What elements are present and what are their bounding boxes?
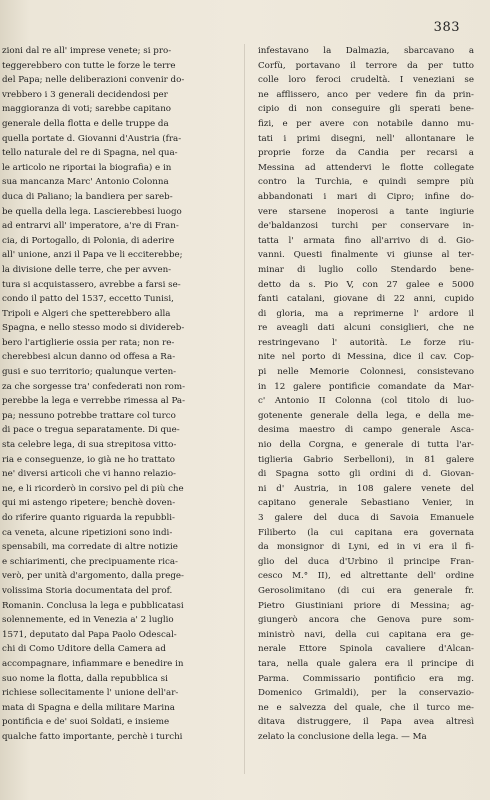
text-line: Tripoli e Algeri che spetterebbero alla — [2, 308, 171, 319]
text-line: ministrò navi, della cui capitana era ge- — [258, 629, 474, 640]
text-line: suo nome la flotta, dalla repubblica si — [2, 673, 168, 684]
text-line: ne e salvezza del quale, che il turco me- — [258, 702, 474, 713]
text-line: la divisione delle terre, che per avven- — [2, 264, 172, 275]
text-line: di gloria, ma a reprimerne l' ardore il — [258, 308, 474, 319]
text-line: sua mancanza Marc' Antonio Colonna — [2, 177, 169, 188]
text-line: Domenico Grimaldi), per la conservazio- — [258, 688, 474, 699]
text-line: verò, per unità d'argomento, dalla prege- — [2, 571, 184, 582]
text-line: pontificia e de' suoi Soldati, e insieme — [2, 717, 170, 728]
text-line: bero l'artiglierie ossia per rata; non re- — [2, 337, 175, 348]
text-line: Romanin. Conclusa la lega e pubblicatasi — [2, 600, 184, 611]
text-line: pa; nessuno potrebbe trattare col turco — [2, 410, 176, 421]
text-line: restringevano l' autorità. Le forze riu- — [258, 337, 474, 348]
text-line: Gerosolimitano (di cui era generale fr. — [258, 585, 474, 596]
text-line: re aveagli dati alcuni consiglieri, che ne — [258, 323, 474, 334]
text-line: di pace o tregua separatamente. Di que- — [2, 425, 180, 436]
text-line: chi di Como Uditore della Camera ad — [2, 644, 166, 655]
text-line: tati i primi disegni, nell' allontanare le — [258, 133, 474, 144]
text-line: spensabili, ma corredate di altre notizie — [2, 542, 178, 553]
text-line: detto da s. Pio V, con 27 galee e 5000 — [258, 279, 474, 290]
text-line: de'baldanzosi turchi per conservare in- — [258, 221, 474, 232]
text-line: Messina ad attendervi le flotte collegate — [258, 162, 474, 173]
text-line: fanti catalani, giovane di 22 anni, cupido — [258, 294, 474, 305]
text-line: 1571, deputato dal Papa Paolo Odescal- — [2, 629, 177, 640]
text-line: cia, di Portogallo, di Polonia, di aderire — [2, 235, 175, 246]
column-gutter — [244, 44, 245, 774]
text-line: gusi e suo territorio; qualunque verten- — [2, 367, 177, 378]
text-line: condo il patto del 1537, eccetto Tunisi, — [2, 294, 174, 305]
text-line: zioni dal re all' imprese venete; si pro- — [2, 46, 172, 56]
text-line: duca di Paliano; la bandiera per sareb- — [2, 191, 173, 202]
text-line: giungerò ancora che Genova pure som- — [258, 615, 474, 626]
text-line: tara, nella quale galera era il principe di — [258, 658, 474, 669]
text-line: quella portate d. Giovanni d'Austria (fra- — [2, 133, 182, 144]
text-line: teggerebbero con tutte le forze le terre — [2, 60, 176, 71]
text-line: infestavano la Dalmazia, sbarcavano a — [258, 46, 474, 56]
text-line: gotenente generale della lega, e della me- — [258, 410, 474, 421]
text-line: tiglieria Gabrio Serbelloni), in 81 galere — [258, 454, 474, 465]
text-line: glio del duca d'Urbino il principe Fran- — [258, 556, 474, 567]
text-line: cherebbesi alcun danno od offesa a Ra- — [2, 352, 176, 363]
text-line: mata di Spagna e della militare Marina — [2, 702, 175, 713]
text-line: colle loro feroci crudeltà. I veneziani se — [258, 75, 474, 86]
text-line: desima maestro di campo generale Asca- — [258, 425, 474, 436]
text-line: nite nel porto di Messina, dice il cav. Cop- — [258, 352, 474, 363]
text-line: in 12 galere pontificie comandate da Mar- — [258, 381, 474, 392]
text-line: qui mi astengo ripetere; benchè doven- — [2, 498, 176, 509]
text-line: pi nelle Memorie Colonnesi, consistevano — [258, 367, 474, 378]
text-line: vrebbero i 3 generali decidendosi per — [2, 89, 168, 100]
text-line: Spagna, e nello stesso modo si dividereb- — [2, 323, 185, 334]
text-line: volissima Storia documentata del prof. — [2, 585, 173, 596]
text-line: cipio di non conseguire gli sperati bene- — [258, 104, 474, 115]
text-line: ne afflissero, anco per vedere fin da prin- — [258, 89, 474, 100]
text-line: ditava distruggere, il Papa avea altresì — [258, 717, 474, 728]
text-line: da monsignor di Lyni, ed in vi era il fi- — [258, 542, 474, 553]
text-line: tura si acquistassero, avrebbe a farsi se- — [2, 279, 181, 290]
text-line: e schiarimenti, che precipuamente rica- — [2, 556, 178, 567]
text-line: accompagnare, infiammare e benedire in — [2, 658, 184, 669]
text-line: nio della Corgna, e generale di tutta l'ar- — [258, 440, 474, 451]
text-line: 3 galere del duca di Savoia Emanuele — [258, 513, 474, 523]
text-line: ne' diversi articoli che vi hanno relazio- — [2, 469, 176, 480]
text-line: do riferire quanto riguarda la repubbli- — [2, 513, 175, 523]
text-line: di Spagna sotto gli ordini di d. Giovan- — [258, 469, 474, 480]
text-line: c' Antonio II Colonna (col titolo di luo- — [258, 396, 474, 407]
text-line: all' unione, anzi il Papa ve li ecciterebbe; — [2, 250, 183, 261]
text-line: ne, e li ricorderò in corsivo pel di più che — [2, 483, 184, 494]
text-line: le articolo ne riportai la biografia) e in — [2, 162, 172, 173]
text-line: solennemente, ed in Venezia a' 2 luglio — [2, 615, 174, 626]
text-line: richiese sollecitamente l' unione dell'ar- — [2, 688, 179, 699]
text-line: be quella della lega. Lascierebbesi luogo — [2, 206, 182, 217]
text-line: vanni. Questi finalmente vi giunse al ter- — [258, 250, 474, 261]
text-line: ria e conseguenze, io già ne ho trattato — [2, 454, 176, 465]
text-line: Filiberto (la cui capitana era governata — [258, 527, 474, 538]
text-line: generale della flotta e delle truppe da — [2, 118, 169, 129]
text-line: ca veneta, alcune ripetizioni sono indi- — [2, 527, 173, 538]
left-text-column — [2, 44, 234, 745]
text-line: sta celebre lega, di sua strepitosa vitto- — [2, 440, 177, 451]
text-line: fizi, e per avere con notabile danno mu- — [258, 118, 474, 129]
text-line: proprie forze da Candia per recarsi a — [258, 148, 474, 159]
text-line: del Papa; nelle deliberazioni convenir do- — [2, 75, 185, 86]
text-line: ni d' Austria, in 108 galere venete del — [258, 483, 474, 494]
text-line: Corfù, portavano il terrore da per tutto — [258, 60, 474, 71]
text-line: qualche fatto importante, perchè i turchi — [2, 731, 183, 742]
text-line: nerale Ettore Spinola cavaliere d'Alcan- — [258, 644, 474, 655]
text-line: contro la Turchia, e quindi sempre più — [258, 177, 474, 188]
right-text-column — [258, 44, 474, 745]
text-line: vere starsene inoperosi a tante ingiurie — [258, 206, 474, 217]
text-line: tello naturale del re di Spagna, nel qua- — [2, 148, 178, 159]
text-line: cesco M.° II), ed altrettante dell' ordine — [258, 571, 474, 582]
text-line: ad entrarvi all' imperatore, a're di Fran- — [2, 221, 179, 232]
text-line: tatta l' armata fino all'arrivo di d. Gio- — [258, 235, 474, 246]
text-line: minar di luglio collo Stendardo bene- — [258, 264, 474, 275]
text-line: Parma. Commissario pontificio era mg. — [258, 673, 474, 684]
text-line: Pietro Giustiniani priore di Messina; ag- — [258, 600, 474, 611]
text-line: maggioranza di voti; sarebbe capitano — [2, 104, 172, 115]
text-line: capitano generale Sebastiano Venier, in — [258, 498, 474, 509]
text-line: zelato la conclusione della lega. — Ma — [258, 731, 427, 742]
text-line: abbandonati i mari di Cipro; infine do- — [258, 191, 474, 202]
text-line: perebbe la lega e verrebbe rimessa al Pa- — [2, 396, 186, 407]
text-line: za che sorgesse tra' confederati non rom- — [2, 381, 186, 392]
page-number: 383 — [433, 20, 460, 35]
